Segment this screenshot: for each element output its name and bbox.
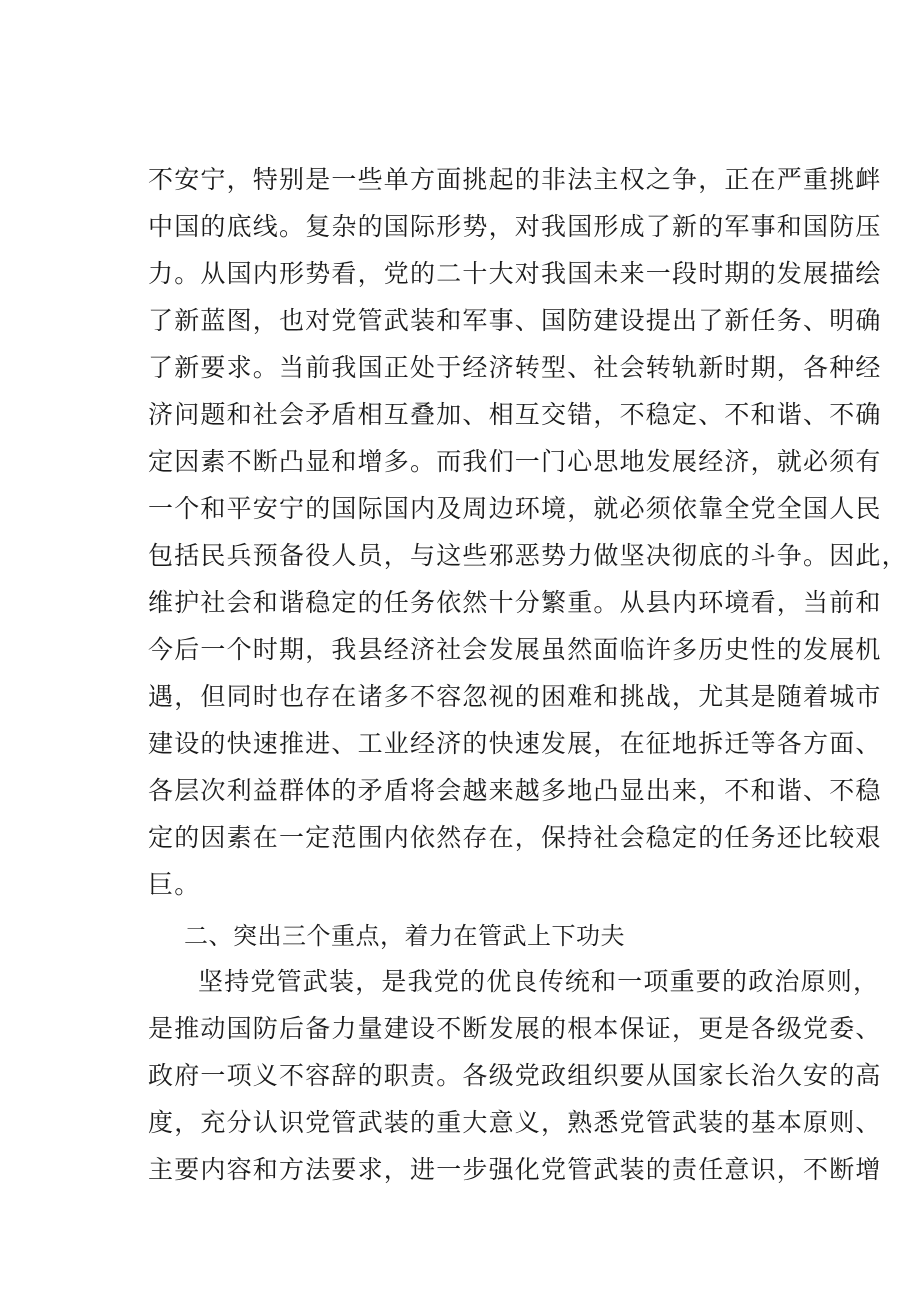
text-line: 政府一项义不容辞的职责。各级党政组织要从国家长治久安的高 bbox=[148, 1061, 882, 1090]
text-line: 度，充分认识党管武装的重大意义，熟悉党管武装的基本原则、 bbox=[148, 1108, 882, 1137]
section-heading: 二、突出三个重点，着力在管武上下功夫 bbox=[184, 922, 625, 950]
text-line: 维护社会和谐稳定的任务依然十分繁重。从县内环境看，当前和 bbox=[148, 588, 882, 617]
text-line: 力。从国内形势看，党的二十大对我国未来一段时期的发展描绘 bbox=[148, 259, 882, 288]
text-line: 中国的底线。复杂的国际形势，对我国形成了新的军事和国防压 bbox=[148, 212, 882, 241]
text-line: 建设的快速推进、工业经济的快速发展，在征地拆迁等各方面、 bbox=[148, 729, 882, 758]
text-line: 济问题和社会矛盾相互叠加、相互交错，不稳定、不和谐、不确 bbox=[148, 400, 882, 429]
text-line: 定因素不断凸显和增多。而我们一门心思地发展经济，就必须有 bbox=[148, 447, 882, 476]
text-line: 定的因素在一定范围内依然存在，保持社会稳定的任务还比较艰 bbox=[148, 823, 882, 852]
text-line: 各层次利益群体的矛盾将会越来越多地凸显出来，不和谐、不稳 bbox=[148, 776, 882, 805]
text-line: 不安宁，特别是一些单方面挑起的非法主权之争，正在严重挑衅 bbox=[148, 165, 882, 194]
text-line: 了新蓝图，也对党管武装和军事、国防建设提出了新任务、明确 bbox=[148, 306, 882, 335]
text-line: 是推动国防后备力量建设不断发展的根本保证，更是各级党委、 bbox=[148, 1014, 882, 1043]
text-line: 巨。 bbox=[148, 870, 201, 899]
text-line: 主要内容和方法要求，进一步强化党管武装的责任意识，不断增 bbox=[148, 1155, 882, 1184]
text-line: 今后一个时期，我县经济社会发展虽然面临许多历史性的发展机 bbox=[148, 635, 882, 664]
text-line: 一个和平安宁的国际国内及周边环境，就必须依靠全党全国人民 bbox=[148, 494, 882, 523]
text-line: 了新要求。当前我国正处于经济转型、社会转轨新时期，各种经 bbox=[148, 353, 882, 382]
text-line: 包括民兵预备役人员，与这些邪恶势力做坚决彻底的斗争。因此， bbox=[148, 541, 908, 570]
text-line: 坚持党管武装，是我党的优良传统和一项重要的政治原则， bbox=[198, 967, 880, 996]
text-line: 遇，但同时也存在诸多不容忽视的困难和挑战，尤其是随着城市 bbox=[148, 682, 882, 711]
